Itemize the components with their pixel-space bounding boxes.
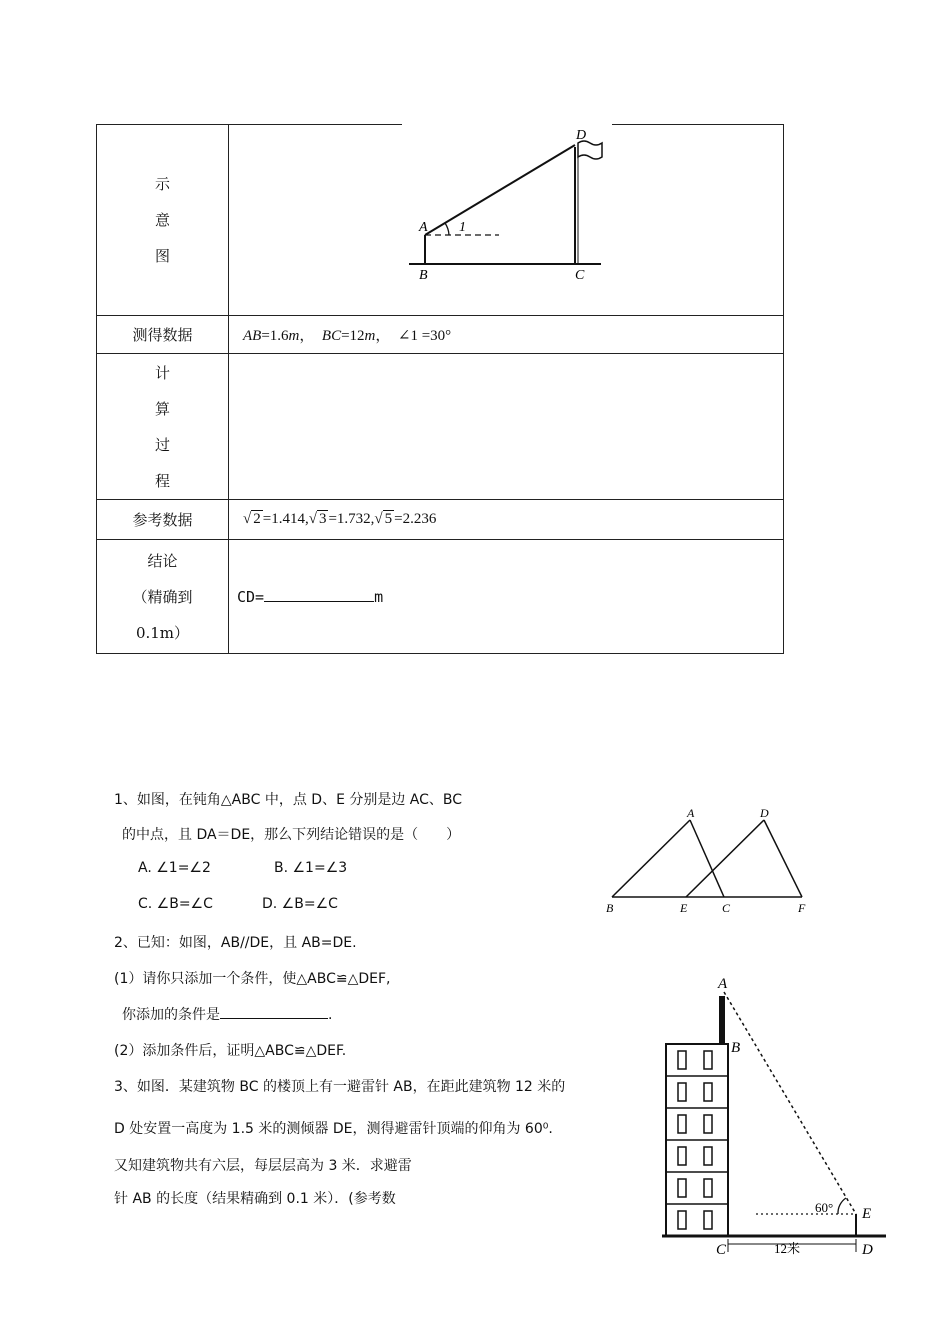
label-char: 示	[154, 175, 170, 193]
diagram-row-label	[97, 125, 229, 316]
flagpole-diagram	[229, 125, 783, 311]
point-label-b: B	[419, 268, 428, 283]
point-label-c: C	[722, 901, 731, 915]
q2-line3: 你添加的条件是 .	[122, 1007, 333, 1023]
label-char: 算	[154, 399, 170, 418]
point-label-d: D	[760, 806, 769, 820]
q2-line2: (1）请你只添加一个条件，使△ABC≌△DEF,	[114, 971, 391, 987]
q1-option-a[interactable]: A. ∠1=∠2	[138, 860, 211, 876]
q2-line1: 2、已知：如图，AB//DE，且 AB=DE.	[114, 935, 357, 951]
label-line: （精确到	[132, 587, 193, 606]
conclusion-cell	[229, 540, 784, 654]
side-ac	[690, 820, 724, 897]
q3-line3: 又知建筑物共有六层，每层层高为 3 米．求避雷	[114, 1158, 412, 1174]
conclusion-row-label	[97, 540, 229, 654]
distance-label: 12米	[774, 1241, 801, 1256]
label-char: 程	[154, 471, 170, 490]
point-label-e: E	[862, 1206, 872, 1222]
q3-line1: 3、如图．某建筑物 BC 的楼顶上有一避雷针 AB，在距此建筑物 12 米的	[114, 1079, 566, 1095]
conclusion-unit: m	[374, 587, 384, 606]
q1-option-d[interactable]: D. ∠B=∠C	[262, 896, 338, 912]
reference-data: √ 2 =1.414,√ 3 =1.732,√ 5 =2.236	[229, 500, 784, 540]
side-ed	[686, 820, 764, 897]
conclusion-prefix: CD=	[237, 587, 265, 606]
side-ba	[612, 820, 690, 897]
point-label-e: E	[680, 901, 688, 915]
answer-blank[interactable]	[264, 589, 374, 602]
point-label-d: D	[862, 1242, 873, 1258]
point-label-a: A	[718, 976, 728, 992]
calc-area[interactable]	[229, 354, 784, 500]
side-df	[764, 820, 802, 897]
q1-option-c[interactable]: C. ∠B=∠C	[138, 896, 213, 912]
calc-row-label	[97, 354, 229, 500]
q1-line1: 1、如图，在钝角△ABC 中，点 D、E 分别是边 AC、BC	[114, 792, 463, 808]
reference-row-label: 参考数据	[97, 500, 229, 540]
q2-line4: (2）添加条件后，证明△ABC≌△DEF.	[114, 1043, 347, 1059]
label-line: 0.1m）	[135, 623, 190, 642]
point-label-f: F	[798, 901, 806, 915]
angle-label-1: 1	[459, 220, 466, 235]
sight-line	[724, 992, 856, 1214]
q1-option-b[interactable]: B. ∠1=∠3	[274, 860, 348, 876]
q1-line2: 的中点，且 DA＝DE，那么下列结论错误的是（ ）	[122, 827, 461, 843]
point-label-a: A	[419, 220, 428, 235]
measured-data: AB=1.6m， BC=12m， ∠1 =30°	[229, 316, 784, 354]
label-char: 过	[154, 435, 170, 454]
measured-row-label: 测得数据	[97, 316, 229, 354]
label-line: 结论	[147, 551, 178, 570]
lightning-rod	[719, 996, 725, 1044]
flag-shape	[578, 141, 602, 159]
angle-label: 60°	[815, 1200, 834, 1215]
q2-line3-prefix: 你添加的条件是	[122, 1007, 220, 1023]
q3-line2: D 处安置一高度为 1.5 米的测倾器 DE，测得避雷针顶端的仰角为 60⁰.	[114, 1121, 553, 1137]
triangles-diagram	[600, 806, 814, 916]
flagpole-diagram-cell	[229, 125, 784, 316]
sight-line	[425, 145, 575, 235]
point-label-a: A	[687, 806, 695, 820]
measurement-table	[96, 124, 784, 654]
point-label-d: D	[576, 128, 587, 143]
point-label-b: B	[731, 1040, 741, 1056]
q3-line4: 针 AB 的长度（结果精确到 0.1 米）．(参考数	[114, 1191, 396, 1207]
label-char: 意	[154, 211, 170, 229]
point-label-c: C	[716, 1242, 727, 1258]
point-label-c: C	[575, 268, 585, 283]
building-diagram	[656, 974, 896, 1260]
point-label-b: B	[606, 901, 614, 915]
angle-arc	[838, 1198, 846, 1214]
q2-answer-blank[interactable]	[220, 1006, 328, 1019]
label-char: 图	[154, 247, 170, 265]
label-char: 计	[154, 363, 170, 382]
border-gap	[402, 120, 612, 128]
angle-arc	[445, 223, 449, 235]
